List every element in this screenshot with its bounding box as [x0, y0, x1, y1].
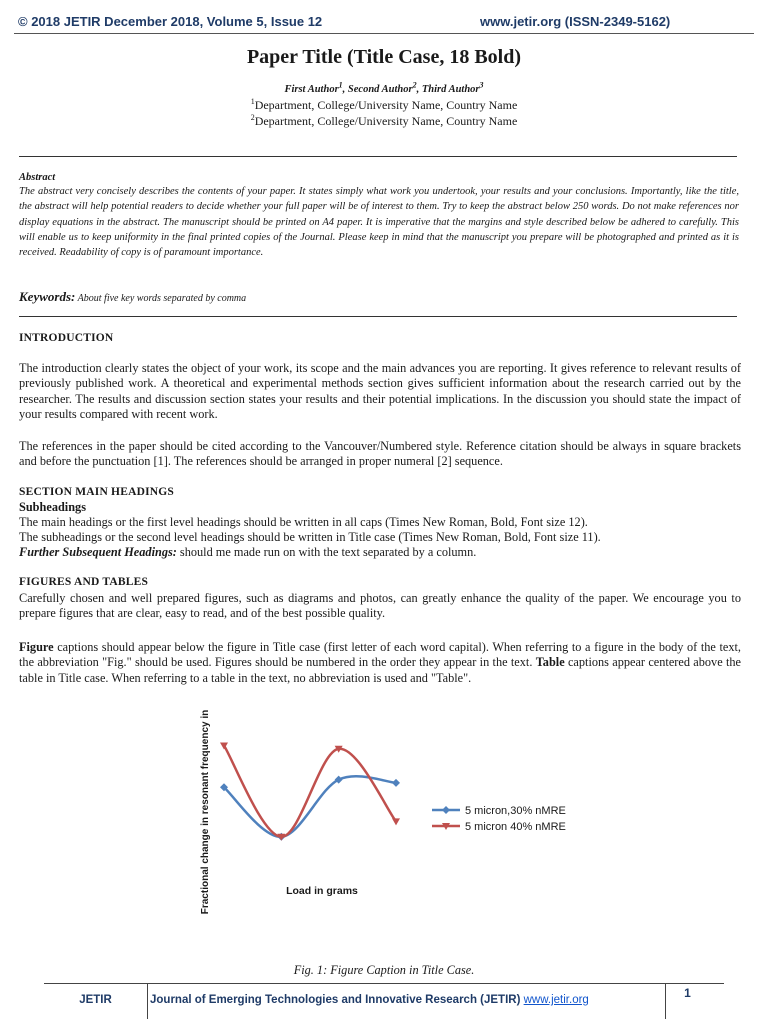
page-number: 1 — [684, 986, 691, 1000]
introduction-heading: INTRODUCTION — [19, 332, 114, 344]
abstract-top-rule — [19, 156, 737, 157]
subheadings-heading: Subheadings — [19, 500, 86, 514]
affiliation-1-number: 1 — [250, 97, 255, 106]
keywords-label: Keywords: — [19, 289, 76, 304]
abstract-heading: Abstract — [19, 172, 56, 183]
author-third-affiliation: 3 — [479, 80, 484, 90]
header-journal-info: © 2018 JETIR December 2018, Volume 5, Issue 12 — [18, 14, 323, 29]
main-headings-rule-text: The main headings or the first level headings should be written in all caps (Times New Roman, Bold, Font size 12). — [19, 515, 588, 529]
series-2-point-4 — [392, 818, 400, 825]
series-line-1 — [224, 776, 396, 837]
further-headings-text — [19, 545, 741, 560]
author-first-affiliation: 1 — [338, 80, 343, 90]
keywords-text: About five key words separated by comma — [75, 293, 247, 304]
chart-x-axis-label: Load in grams — [286, 885, 358, 897]
paper-title: Paper Title (Title Case, 18 Bold) — [246, 46, 522, 68]
figures-paragraph-2 — [19, 640, 741, 686]
figures-paragraph-2-text-b: captions appear centered above the table in Title case. When referring to a table in the text, no abbreviation is used and "Table". — [19, 655, 741, 685]
figure-keyword: Figure — [19, 640, 54, 654]
header-divider — [14, 33, 754, 34]
footer-journal — [150, 994, 589, 1006]
footer-separator-left — [147, 983, 148, 1019]
footer-journal-name: Journal of Emerging Technologies and Innovative Research (JETIR) — [150, 994, 524, 1006]
affiliation-2-text: Department, College/University Name, Country Name — [254, 114, 518, 128]
author-second: , Second Author — [342, 84, 413, 95]
legend-marker-1 — [442, 806, 450, 814]
figures-paragraph-2-text-a: captions should appear below the figure in Title case (first letter of each word capital). When referring to a figure in the body of the text, the abbreviation "Fig." should be used. Figures should be numbered in the order they appear in the text. — [19, 640, 741, 670]
legend-label-2: 5 micron 40% nMRE — [465, 821, 566, 833]
figures-tables-heading: FIGURES AND TABLES — [19, 576, 149, 588]
author-second-affiliation: 2 — [412, 80, 417, 90]
introduction-paragraph-1: The introduction clearly states the object of your work, its scope and the main advances you are reporting. It gives reference to relevant results of previously published work. A theoretical and experimental methods section gives sufficient information about the research carried out by the researcher. The results and discussion section states your results and their potential implications. In the discussion you should state the impact of your results compared with recent work. — [19, 361, 741, 421]
chart-y-axis-label: Fractional change in resonant frequency in — [200, 709, 211, 915]
line-chart — [190, 700, 590, 928]
figure-caption: Fig. 1: Figure Caption in Title Case. — [293, 963, 475, 977]
section-main-headings-heading: SECTION MAIN HEADINGS — [19, 486, 175, 498]
author-third: , Third Author — [416, 84, 480, 95]
further-headings-body: should me made run on with the text separated by a column. — [176, 545, 477, 559]
table-keyword: Table — [535, 655, 565, 670]
affiliation-1 — [0, 98, 768, 113]
footer-jetir: JETIR — [79, 994, 112, 1006]
footer-website-link[interactable]: www.jetir.org — [523, 994, 589, 1006]
subheadings-rule-text: The subheadings or the second level headings should be written in Title case (Times New Roman, Bold, Font size 11). — [19, 530, 601, 544]
footer-divider — [44, 983, 724, 984]
series-line-2 — [224, 746, 396, 837]
legend-label-1: 5 micron,30% nMRE — [465, 805, 566, 817]
affiliation-1-text: Department, College/University Name, Country Name — [254, 98, 518, 112]
keywords — [19, 289, 246, 305]
author-list — [0, 80, 768, 95]
further-headings-label: Further Subsequent Headings: — [19, 545, 177, 559]
affiliation-2 — [0, 114, 768, 129]
abstract-text: The abstract very concisely describes the contents of your paper. It states simply what work you undertook, your results and your conclusions. Importantly, like the title, the abstract will help potential readers to decide whether your full paper will be of interest to them. Try to keep the abstract below 250 words. Do not make references nor display equations in the abstract. The manuscript should be printed on A4 paper. It is imperative that the margins and style described below be adhered to carefully. This will enable us to keep uniformity in the final printed copies of the Journal. Please keep in mind that the manuscript you prepare will be photographed and printed as it is received. Readability of copy is of paramount importance. — [19, 186, 739, 259]
introduction-paragraph-2: The references in the paper should be cited according to the Vancouver/Numbered style. Reference citation should be always in square brackets and before the punctuation [1]. The references should be arranged in proper numeral [2] sequence. — [19, 439, 741, 469]
figures-paragraph-1: Carefully chosen and well prepared figures, such as diagrams and photos, can greatly enhance the quality of the paper. We encourage you to prepare figures that are clear, easy to read, and of the best possible quality. — [19, 591, 741, 621]
affiliation-2-number: 2 — [250, 113, 255, 122]
header-website-issn: www.jetir.org (ISSN-2349-5162) — [480, 14, 671, 29]
series-1-point-4 — [392, 779, 400, 787]
keywords-bottom-rule — [19, 316, 737, 317]
author-first: First Author — [284, 84, 339, 95]
